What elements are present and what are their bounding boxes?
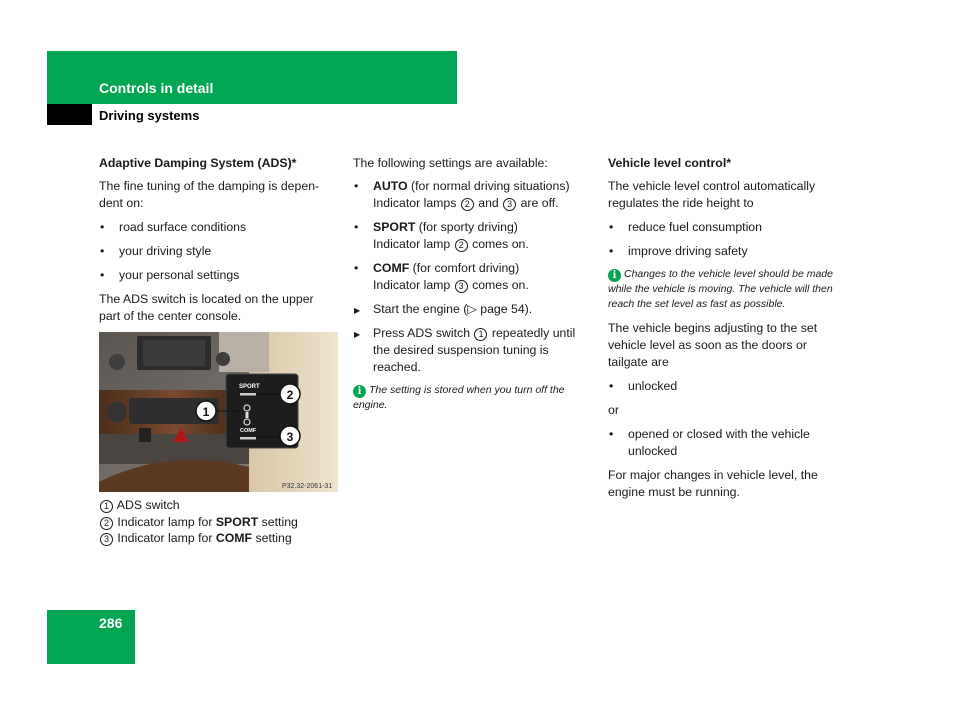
note-text: reach the set level as fast as possible. bbox=[608, 298, 786, 310]
section-subtitle: Driving systems bbox=[99, 108, 200, 123]
list-item: • your driving style bbox=[99, 243, 339, 260]
page-ref-arrow-icon: ▷ bbox=[467, 302, 477, 316]
setting-desc: (for normal driving situations) bbox=[407, 179, 570, 193]
caption-text: Indicator lamp for bbox=[117, 531, 216, 545]
note-setting-stored bbox=[353, 383, 593, 413]
caption-setting: SPORT bbox=[215, 514, 259, 529]
setting-lamp-text: Indicator lamps bbox=[373, 196, 460, 210]
setting-auto bbox=[353, 178, 593, 212]
list-item bbox=[608, 426, 848, 460]
step-text: Start the engine ( bbox=[373, 302, 468, 316]
setting-lamp-text: comes on. bbox=[468, 278, 529, 292]
setting-lamp-text: and bbox=[474, 196, 503, 210]
caption-number: 1 bbox=[100, 500, 113, 513]
setting-desc: (for comfort driving) bbox=[409, 261, 520, 275]
callout-1: 1 bbox=[202, 405, 210, 419]
caption-text: ADS switch bbox=[116, 498, 180, 512]
setting-comf bbox=[353, 260, 593, 294]
level-intro-line-1: The vehicle level control automatically bbox=[608, 179, 816, 193]
lamp-number: 3 bbox=[503, 198, 516, 211]
note-text: engine. bbox=[353, 399, 388, 411]
ads-intro-line-2: dent on: bbox=[99, 196, 144, 210]
header-band bbox=[47, 51, 457, 104]
section-title: Controls in detail bbox=[99, 80, 214, 96]
level-intro bbox=[608, 178, 848, 212]
caption-number: 2 bbox=[100, 517, 113, 530]
setting-sport bbox=[353, 219, 593, 253]
list-item: • your personal settings bbox=[99, 267, 339, 284]
lamp-number: 2 bbox=[455, 239, 468, 252]
setting-lamp-text: Indicator lamp bbox=[373, 278, 454, 292]
lamp-number: 3 bbox=[455, 280, 468, 293]
level-adjust-line: The vehicle begins adjusting to the set bbox=[608, 321, 818, 335]
ads-location bbox=[99, 291, 339, 325]
image-code: P32.32-2061-31 bbox=[282, 483, 333, 490]
ads-heading: Adaptive Damping System (ADS)* bbox=[99, 156, 297, 170]
settings-intro: The following settings are available: bbox=[353, 156, 548, 170]
step-press-switch bbox=[353, 325, 593, 376]
level-adjust-line: vehicle level as soon as the doors or bbox=[608, 338, 807, 352]
callout-2: 2 bbox=[286, 388, 294, 402]
caption-1 bbox=[99, 497, 339, 514]
setting-desc: (for sporty driving) bbox=[415, 220, 518, 234]
column-settings bbox=[353, 155, 593, 421]
list-item: • reduce fuel consumption bbox=[608, 219, 848, 236]
caption-setting: COMF bbox=[215, 531, 253, 545]
setting-name: COMF bbox=[373, 261, 410, 275]
note-text: The setting is stored when you turn off the bbox=[369, 384, 565, 396]
setting-name: AUTO bbox=[373, 179, 408, 193]
note-text: while the vehicle is moving. The vehicle will then bbox=[608, 283, 833, 295]
console-photo bbox=[99, 332, 338, 492]
page-number: 286 bbox=[99, 615, 123, 631]
caption-number: 3 bbox=[100, 533, 113, 546]
list-item-line: opened or closed with the vehicle bbox=[628, 427, 810, 441]
level-intro-line-2: regulates the ride height to bbox=[608, 196, 754, 210]
lamp-number: 2 bbox=[461, 198, 474, 211]
ads-intro bbox=[99, 178, 339, 212]
setting-lamp-text: Indicator lamp bbox=[373, 237, 454, 251]
level-major-changes bbox=[608, 467, 848, 501]
level-adjust bbox=[608, 320, 848, 371]
setting-lamp-text: are off. bbox=[517, 196, 559, 210]
setting-name: SPORT bbox=[373, 220, 416, 234]
level-major-line: For major changes in vehicle level, the bbox=[608, 468, 818, 482]
caption-text: Indicator lamp for bbox=[117, 514, 216, 529]
info-icon: i bbox=[353, 385, 366, 398]
caption-suffix: setting bbox=[258, 514, 298, 529]
step-text: the desired suspension tuning is bbox=[373, 343, 549, 357]
caption-suffix: setting bbox=[252, 531, 292, 545]
list-item: • unlocked bbox=[608, 378, 848, 395]
caption-3 bbox=[99, 530, 339, 547]
level-heading: Vehicle level control* bbox=[608, 156, 732, 170]
ads-intro-line-1: The fine tuning of the damping is depen- bbox=[99, 179, 320, 193]
list-item: • road surface conditions bbox=[99, 219, 339, 236]
step-text: reached. bbox=[373, 360, 421, 374]
header-marker bbox=[47, 104, 92, 125]
step-text: Press ADS switch bbox=[373, 326, 474, 340]
ads-location-line-2: part of the center console. bbox=[99, 309, 242, 323]
setting-lamp-text: comes on. bbox=[468, 237, 529, 251]
step-text: repeatedly until bbox=[488, 326, 576, 340]
page-ref: page 54). bbox=[476, 302, 533, 316]
list-item: • improve driving safety bbox=[608, 243, 848, 260]
sport-label: SPORT bbox=[239, 384, 260, 390]
list-item-line: unlocked bbox=[628, 444, 678, 458]
note-vehicle-level bbox=[608, 267, 848, 312]
level-major-line: engine must be running. bbox=[608, 485, 740, 499]
or-text: or bbox=[608, 403, 619, 417]
column-level-control bbox=[608, 155, 848, 508]
column-ads bbox=[99, 155, 339, 547]
level-adjust-line: tailgate are bbox=[608, 355, 669, 369]
note-text: Changes to the vehicle level should be made bbox=[624, 268, 833, 280]
callout-3: 3 bbox=[286, 430, 294, 444]
caption-2 bbox=[99, 514, 339, 531]
comf-label: COMF bbox=[240, 428, 257, 434]
switch-number: 1 bbox=[474, 328, 487, 341]
ads-location-line-1: The ADS switch is located on the upper bbox=[99, 292, 314, 306]
step-start-engine bbox=[353, 301, 593, 318]
info-icon: i bbox=[608, 269, 621, 282]
